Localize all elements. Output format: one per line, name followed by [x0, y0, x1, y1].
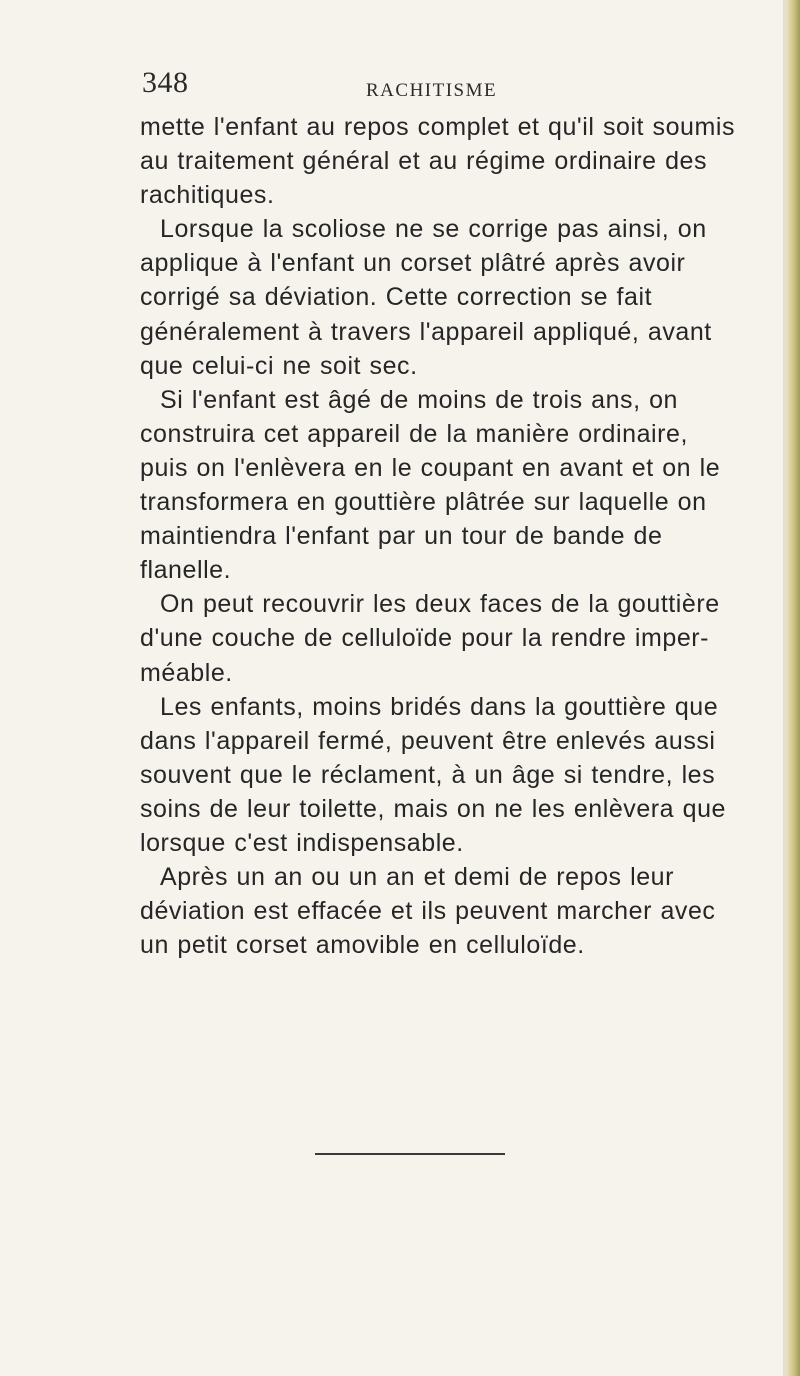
text-line: mette l'enfant au repos complet et qu'il soit soumis [140, 113, 736, 141]
text-line: transformera en gouttière plâtrée sur laquelle on [140, 488, 707, 517]
body-text [140, 110, 740, 962]
text-line: rachitiques. [140, 181, 275, 210]
section-end-rule [315, 1153, 505, 1155]
text-line: maintiendra l'enfant par un tour de bande de [140, 522, 663, 551]
text-line: souvent que le réclament, à un âge si tendre, les [140, 760, 716, 789]
text-line: Les enfants, moins bridés dans la gouttière que [160, 692, 719, 721]
text-line: puis on l'enlèvera en le coupant en avant et on le [140, 453, 721, 482]
text-line: méable. [140, 658, 233, 687]
running-head: RACHITISME [366, 80, 498, 101]
text-line: lorsque c'est indispensable. [140, 828, 464, 857]
text-line: déviation est effacée et ils peuvent marcher avec [140, 897, 716, 926]
text-line: dans l'appareil fermé, peuvent être enlevés aussi [140, 726, 716, 755]
text-line: que celui-ci ne soit sec. [140, 351, 418, 380]
text-line: flanelle. [140, 556, 232, 585]
text-line: Lorsque la scoliose ne se corrige pas ainsi, on [160, 215, 707, 244]
text-line: Si l'enfant est âgé de moins de trois ans, on [160, 385, 678, 414]
text-line: un petit corset amovible en celluloïde. [140, 931, 585, 960]
page-number: 348 [142, 66, 189, 99]
text-line: On peut recouvrir les deux faces de la gouttière [160, 590, 720, 619]
text-line: d'une couche de celluloïde pour la rendre imper- [140, 624, 710, 653]
text-line: soins de leur toilette, mais on ne les enlèvera que [140, 794, 726, 823]
text-line: au traitement général et au régime ordinaire des [140, 147, 708, 176]
text-line: Après un an ou un an et demi de repos leur [160, 863, 674, 892]
text-line: corrigé sa déviation. Cette correction se fait [140, 283, 653, 312]
page-edge [786, 0, 800, 1376]
text-line: applique à l'enfant un corset plâtré après avoir [140, 249, 686, 278]
text-line: généralement à travers l'appareil appliqué, avant [140, 317, 712, 346]
text-line: construira cet appareil de la manière ordinaire, [140, 419, 688, 448]
